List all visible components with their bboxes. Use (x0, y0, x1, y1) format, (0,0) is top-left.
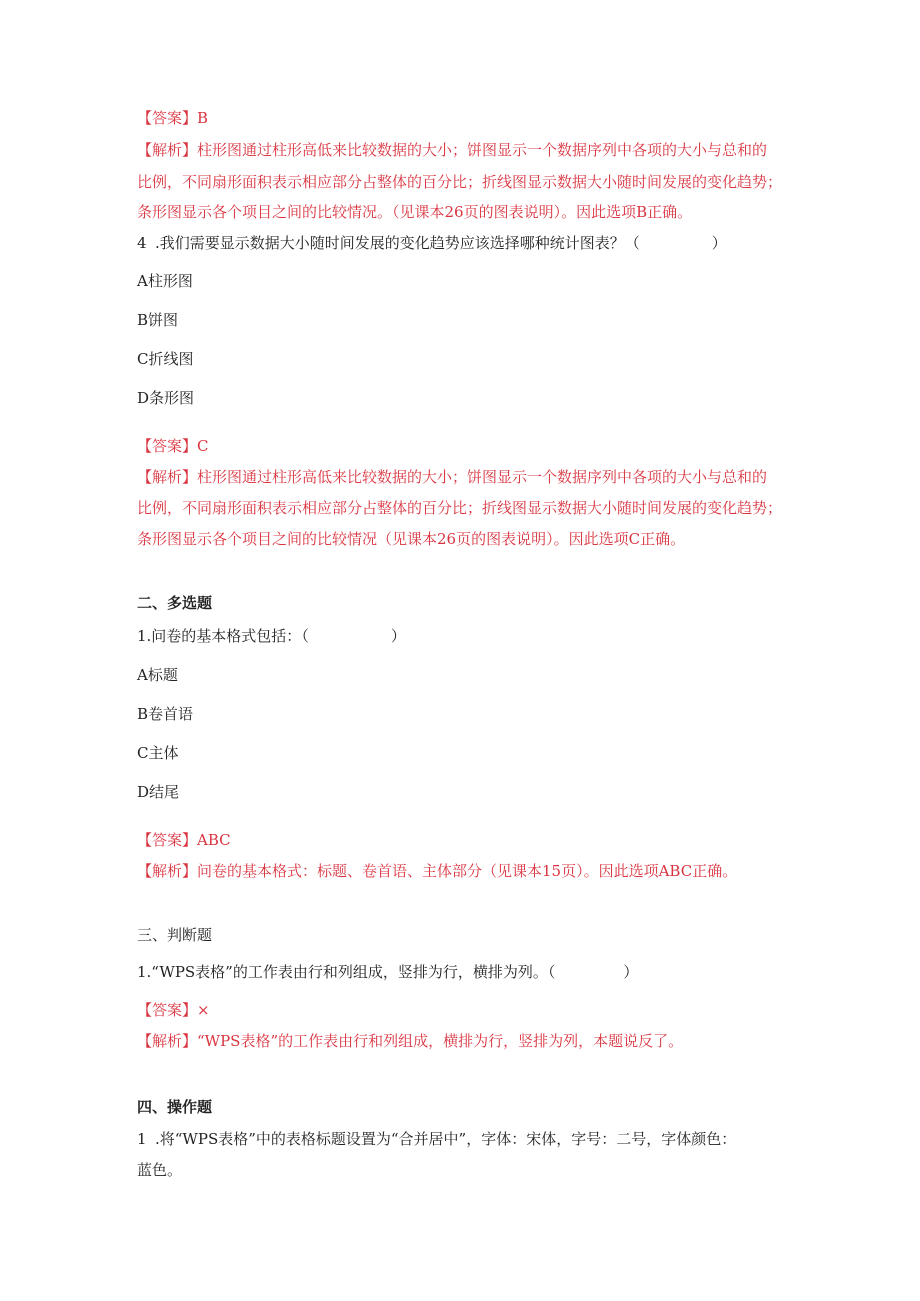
question-number: 4 (137, 234, 147, 252)
question-text: .将“WPS表格”中的表格标题设置为“合并居中”，字体：宋体，字号：二号，字体颜色： (155, 1130, 737, 1148)
question-text: 1.“WPS表格”的工作表由行和列组成，竖排为行，横排为列。（ (137, 963, 556, 981)
question-number: 1 (137, 1130, 147, 1148)
option-a: A柱形图 (137, 272, 193, 290)
question-stem (137, 962, 638, 982)
analysis-line: 条形图显示各个项目之间的比较情况。（见课本26页的图表说明）。因此选项B正确。 (137, 203, 693, 221)
blank-close: ） (711, 234, 727, 252)
question-text: 1.问卷的基本格式包括：（ (137, 627, 309, 645)
question-text: .我们需要显示数据大小随时间发展的变化趋势应该选择哪种统计图表？（ (155, 234, 640, 252)
question-text-continued: 蓝色。 (137, 1161, 183, 1179)
option-d: D条形图 (137, 389, 195, 407)
section-title: 四、操作题 (137, 1098, 213, 1116)
option-c: C折线图 (137, 350, 194, 368)
question-stem (137, 1129, 736, 1149)
option-a: A标题 (137, 666, 178, 684)
analysis-line: 比例，不同扇形面积表示相应部分占整体的百分比；折线图显示数据大小随时间发展的变化趋势； (137, 173, 783, 191)
analysis-line: 【解析】问卷的基本格式：标题、卷首语、主体部分（见课本15页）。因此选项ABC正确。 (137, 862, 738, 880)
option-b: B卷首语 (137, 705, 194, 723)
section-title: 三、判断题 (137, 926, 213, 944)
answer-label: 【答案】B (137, 109, 209, 127)
analysis-line: 【解析】柱形图通过柱形高低来比较数据的大小；饼图显示一个数据序列中各项的大小与总和的 (137, 141, 768, 159)
blank-close: ） (623, 963, 639, 981)
answer-label: 【答案】ABC (137, 831, 231, 849)
blank-close: ） (390, 627, 406, 645)
section-title: 二、多选题 (137, 594, 213, 612)
analysis-line: 条形图显示各个项目之间的比较情况（见课本26页的图表说明）。因此选项C正确。 (137, 530, 686, 548)
answer-label: 【答案】C (137, 437, 209, 455)
analysis-line: 【解析】柱形图通过柱形高低来比较数据的大小；饼图显示一个数据序列中各项的大小与总和的 (137, 468, 768, 486)
option-b: B饼图 (137, 311, 179, 329)
option-c: C主体 (137, 744, 179, 762)
question-stem (137, 626, 406, 646)
option-d: D结尾 (137, 783, 180, 801)
answer-label: 【答案】× (137, 1001, 210, 1019)
analysis-line: 【解析】“WPS表格”的工作表由行和列组成，横排为行，竖排为列，本题说反了。 (137, 1032, 684, 1050)
question-stem (137, 233, 727, 253)
analysis-line: 比例，不同扇形面积表示相应部分占整体的百分比；折线图显示数据大小随时间发展的变化趋势； (137, 499, 783, 517)
